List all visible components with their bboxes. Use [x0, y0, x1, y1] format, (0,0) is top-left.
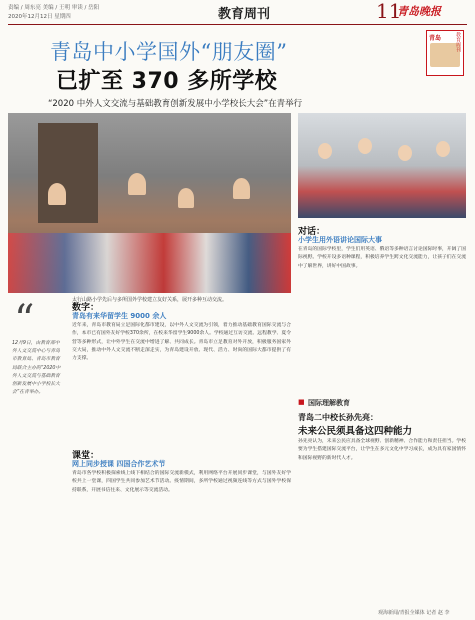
class-subheading: 网上同步授课 四国合作艺术节	[72, 460, 166, 468]
subheadline: “2020 中外人文交流与基础教育创新发展中小学校长大会”在青举行	[48, 99, 303, 109]
numbers-heading: 数字：	[72, 303, 100, 313]
photo-crowd	[8, 233, 291, 293]
class-heading: 课堂：	[72, 451, 100, 461]
logo-side-text: 教育周刊	[455, 32, 461, 52]
quote-mark-icon: “	[14, 297, 35, 343]
photo-face	[358, 138, 372, 154]
masthead-bar	[0, 0, 475, 24]
footer-credit: 观海新闻/青报全媒体 记者 赵 李	[378, 610, 450, 616]
edition-credits: 责编 / 周东亮 美编 / 王明 审读 / 岳阳	[8, 5, 100, 11]
future-heading: 青岛二中校长孙先亮：	[298, 413, 378, 422]
photo-face	[48, 183, 66, 205]
future-subheading: 未来公民须具备这四种能力	[298, 426, 413, 437]
square-bullet-icon: ■	[298, 398, 305, 406]
numbers-subheading: 青岛有来华留学生 9000 余人	[72, 312, 167, 320]
header-divider	[8, 24, 467, 25]
section-title: 教育周刊	[218, 7, 271, 22]
photo-face	[233, 178, 250, 199]
photo-caption: 太行山路小学先后与多所国外学校建立友好关系，展开多种互动交流。	[71, 297, 227, 303]
page-number: 11	[376, 0, 402, 23]
future-body: 孙先亮认为，未来公民应具备全球视野、创新精神、合作能力和责任担当。学校要为学生搭建国际交流平台，让学生在多元文化中学习成长，成为具有家国情怀和国际视野的新时代人才。	[298, 439, 466, 461]
photo-face	[178, 188, 194, 208]
logo-text: 青岛	[429, 35, 442, 42]
photo-face	[128, 173, 146, 195]
numbers-body: 近年来，青岛市教育局立足国际化都市建设，以中外人文交流为引领，着力推动基础教育国际交流与合作，本市已有国外友好学校370余所，在校来华留学生9000余人。学校通过互访交流、远程教学、夏令营等多种形式，让中外学生在交流中增进了解、共同成长。青岛市立足教育对外开放，积极服务国家外交大局，推动中外人文交流不断走深走实，为青岛建设开放、现代、活力、时尚的国际大都市提供了有力支撑。	[72, 323, 291, 362]
photo-face	[436, 141, 450, 157]
photo-face	[398, 145, 412, 161]
tag-line: 国际理解教育	[308, 399, 350, 407]
issue-date: 2020年12月12日 星期四	[8, 14, 71, 20]
side-photo	[298, 113, 466, 218]
photo-door	[38, 123, 98, 223]
class-body: 青岛市各学校积极探索线上线下相结合的国际交流新模式，利用网络平台开展同步课堂，与国外友好学校共上一堂课，四国学生共同参加艺术节活动。疫情期间，多所学校通过视频连线等方式与国外学校保持联系，开展书信往来、文化展示等交流活动。	[72, 471, 291, 493]
side-body: 在青岛的国际学校里，学生们用英语、俄语等多种语言讨论国际时事，开阔了国际视野。学校开设多语种课程，积极培养学生跨文化交流能力，让孩子们在交流中了解世界，讲好中国故事。	[298, 247, 466, 269]
section-logo	[426, 30, 464, 76]
photo-face	[318, 143, 332, 159]
main-photo	[8, 113, 291, 293]
headline-line-2: 已扩至 370 多所学校	[56, 69, 278, 94]
lead-paragraph: 12月9日，由教育部中外人文交流中心与青岛市教育局、青岛市教育局联合主办的“2020中外人文交流与基础教育创新发展中小学校长大会”在青举办。	[12, 341, 61, 396]
side-subheading: 小学生用外语讲论国际大事	[298, 236, 382, 244]
newspaper-name: 青岛晚报	[397, 5, 441, 18]
side-heading: 对话：	[298, 227, 326, 237]
headline-line-1: 青岛中小学国外“朋友圈”	[50, 40, 288, 64]
